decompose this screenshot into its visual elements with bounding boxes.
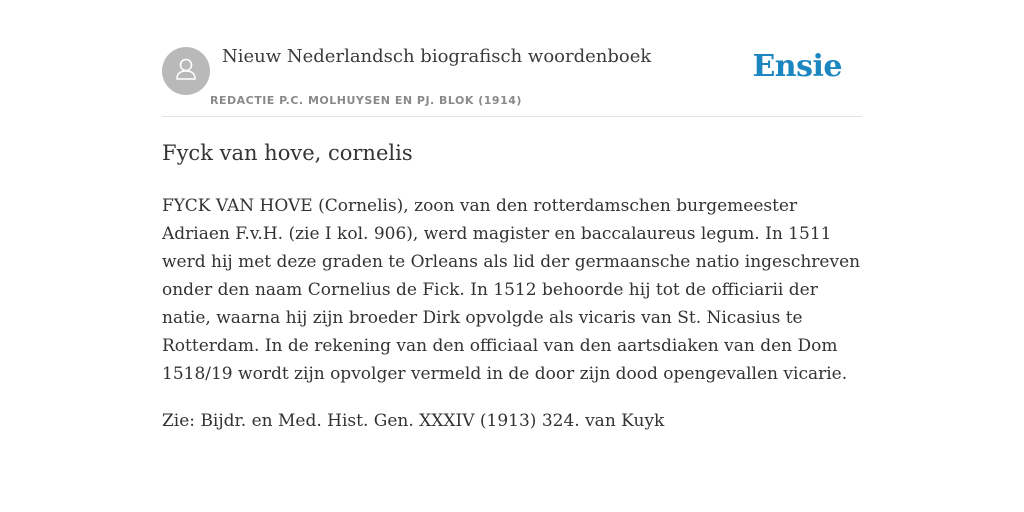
entry-title: Fyck van hove, cornelis bbox=[162, 141, 413, 165]
avatar[interactable] bbox=[162, 47, 210, 95]
book-title[interactable]: Nieuw Nederlandsch biografisch woordenboek bbox=[222, 46, 652, 67]
ensie-logo[interactable]: Ensie bbox=[752, 49, 842, 84]
entry-reference: Zie: Bijdr. en Med. Hist. Gen. XXXIV (1913) 324. van Kuyk bbox=[162, 411, 665, 431]
user-icon bbox=[171, 54, 201, 89]
entry-body: FYCK VAN HOVE (Cornelis), zoon van den rotterdamschen burgemeester Adriaen F.v.H. (zie I kol. 906), werd magister en baccalaureus legum. In 1511 werd hij met deze graden te Orleans als lid der germaansche natio ingeschreven onder den naam Cornelius de Fick. In 1512 behoorde hij tot de officiarii der natie, waarna hij zijn broeder Dirk opvolgde als vicaris van St. Nicasius te Rotterdam. In de rekening van den officiaal van den aartsdiaken van den Dom 1518/19 wordt zijn opvolger vermeld in de door zijn dood opengevallen vicarie. bbox=[162, 196, 861, 384]
editors-subtitle: REDACTIE P.C. MOLHUYSEN EN PJ. BLOK (1914) bbox=[210, 94, 522, 107]
header bbox=[162, 40, 862, 117]
